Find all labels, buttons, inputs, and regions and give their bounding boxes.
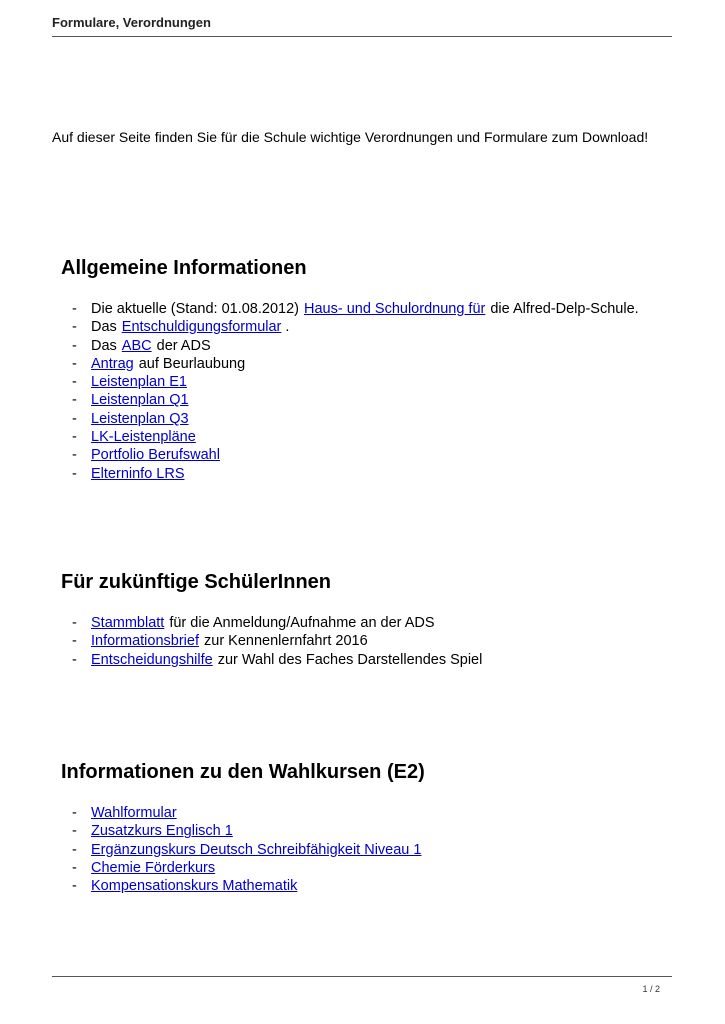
list-item <box>61 300 681 318</box>
list-item <box>61 446 681 464</box>
bullet-dash: - <box>72 355 77 372</box>
section-zukuenftige-schuelerinnen <box>61 570 681 669</box>
page-footer <box>52 976 672 997</box>
bullet-dash: - <box>72 633 77 650</box>
document-link[interactable]: Entschuldigungsformular <box>121 319 282 336</box>
bullet-dash: - <box>72 447 77 464</box>
list-item <box>61 804 681 822</box>
bullet-dash: - <box>72 841 77 858</box>
list-item <box>61 614 681 632</box>
item-text-after: die Alfred-Delp-Schule. <box>490 301 639 317</box>
list-item <box>61 318 681 336</box>
bullet-dash: - <box>72 337 77 354</box>
bullet-dash: - <box>72 301 77 317</box>
document-link[interactable]: ABC <box>121 337 152 354</box>
document-link[interactable]: Entscheidungshilfe <box>91 651 213 668</box>
document-link[interactable]: Leistenplan Q3 <box>91 410 189 427</box>
link-list <box>61 614 681 669</box>
document-link[interactable]: Kompensationskurs Mathematik <box>91 878 298 895</box>
item-text-after: der ADS <box>156 337 211 354</box>
section-heading: Informationen zu den Wahlkursen (E2) <box>61 761 425 783</box>
bullet-dash: - <box>72 651 77 668</box>
item-text-after: zur Kennenlernfahrt 2016 <box>204 633 368 650</box>
intro-text: Auf dieser Seite finden Sie für die Schule wichtige Verordnungen und Formulare zum Download! <box>52 129 649 145</box>
item-text-after: . <box>285 319 290 336</box>
bullet-dash: - <box>72 859 77 876</box>
list-item <box>61 428 681 446</box>
list-item <box>61 877 681 895</box>
page-number: 1 / 2 <box>642 984 660 994</box>
list-item <box>61 632 681 650</box>
section-allgemeine-informationen <box>61 256 681 483</box>
bullet-dash: - <box>72 429 77 446</box>
document-link[interactable]: Wahlformular <box>91 805 177 821</box>
list-item <box>61 822 681 840</box>
section-heading: Für zukünftige SchülerInnen <box>61 571 332 593</box>
document-link[interactable]: LK-Leistenpläne <box>91 429 196 446</box>
bullet-dash: - <box>72 823 77 840</box>
document-link[interactable]: Antrag <box>91 355 134 372</box>
section-heading: Allgemeine Informationen <box>61 257 307 279</box>
bullet-dash: - <box>72 392 77 409</box>
item-text-before: Die aktuelle (Stand: 01.08.2012) <box>91 301 299 317</box>
bullet-dash: - <box>72 805 77 821</box>
list-item <box>61 465 681 483</box>
document-link[interactable]: Chemie Förderkurs <box>91 859 216 876</box>
document-link[interactable]: Zusatzkurs Englisch 1 <box>91 823 233 840</box>
list-item <box>61 410 681 428</box>
list-item <box>61 373 681 391</box>
item-text-after: zur Wahl des Faches Darstellendes Spiel <box>217 651 483 668</box>
bullet-dash: - <box>72 374 77 391</box>
document-link[interactable]: Leistenplan Q1 <box>91 392 189 409</box>
list-item <box>61 841 681 859</box>
list-item <box>61 337 681 355</box>
bullet-dash: - <box>72 878 77 895</box>
bullet-dash: - <box>72 410 77 427</box>
section-wahlkurse <box>61 760 681 895</box>
link-list <box>61 300 681 483</box>
document-link[interactable]: Stammblatt <box>91 615 165 631</box>
item-text-after: auf Beurlaubung <box>138 355 246 372</box>
bullet-dash: - <box>72 615 77 631</box>
list-item <box>61 859 681 877</box>
page-header <box>52 14 672 37</box>
document-link[interactable]: Informationsbrief <box>91 633 199 650</box>
link-list <box>61 804 681 895</box>
item-text-before: Das <box>91 337 117 354</box>
list-item <box>61 391 681 409</box>
document-link[interactable]: Leistenplan E1 <box>91 374 187 391</box>
document-link[interactable]: Ergänzungskurs Deutsch Schreibfähigkeit Niveau 1 <box>91 841 422 858</box>
item-text-before: Das <box>91 319 117 336</box>
bullet-dash: - <box>72 465 77 482</box>
item-text-after: für die Anmeldung/Aufnahme an der ADS <box>169 615 435 631</box>
bullet-dash: - <box>72 319 77 336</box>
document-link[interactable]: Haus- und Schulordnung für <box>303 301 486 317</box>
list-item <box>61 651 681 669</box>
page-title: Formulare, Verordnungen <box>52 15 211 30</box>
document-link[interactable]: Elterninfo LRS <box>91 465 185 482</box>
list-item <box>61 355 681 373</box>
document-link[interactable]: Portfolio Berufswahl <box>91 447 220 464</box>
